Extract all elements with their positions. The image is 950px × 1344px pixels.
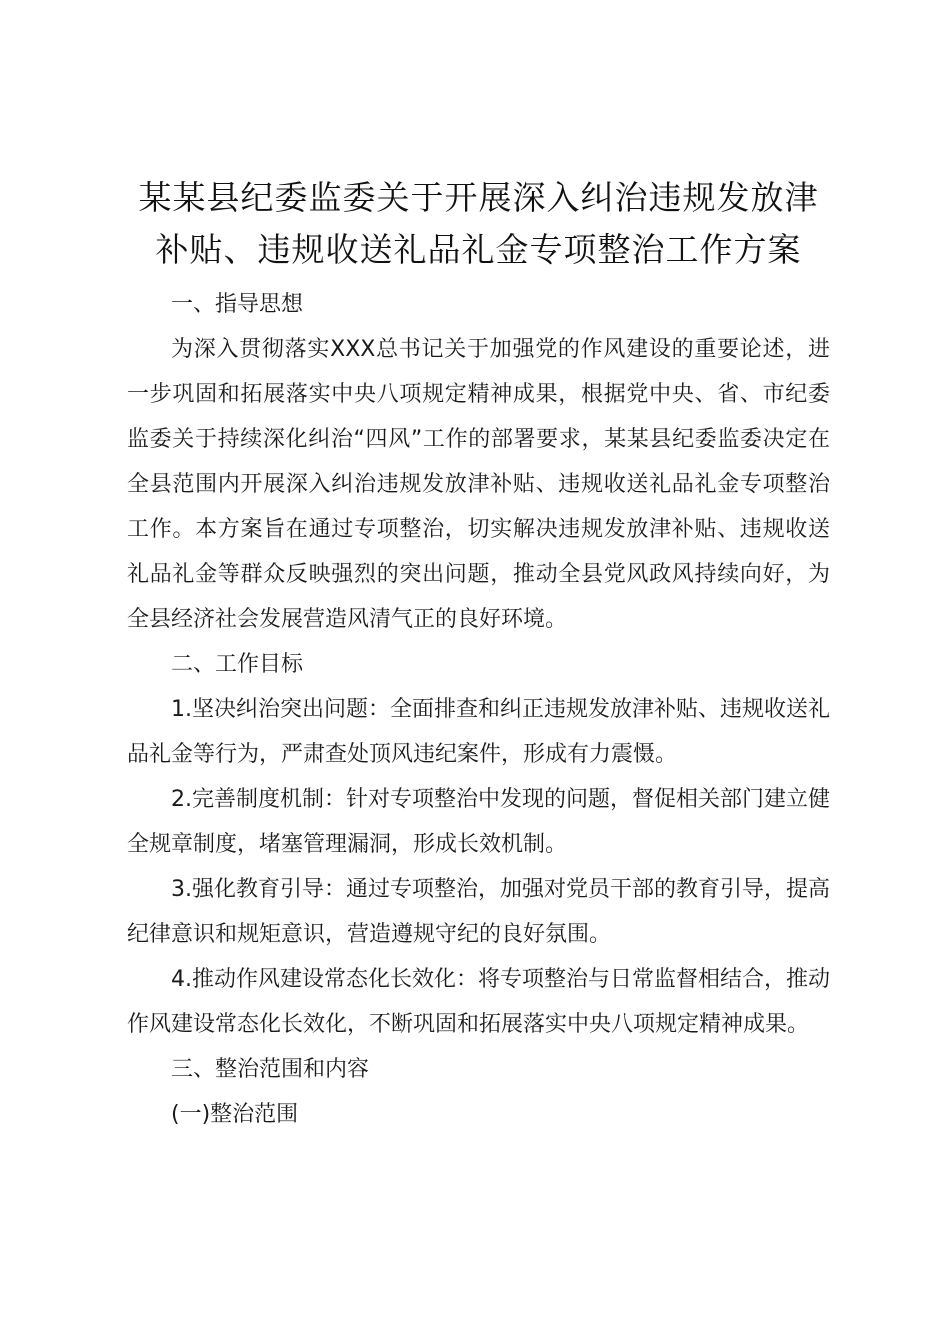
- section-heading-scope-and-content: 三、整治范围和内容: [171, 1057, 370, 1082]
- guiding-ideology-paragraph: 为深入贯彻落实XXX总书记关于加强党的作风建设的重要论述，进一步巩固和拓展落实中央八项规定精神成果，根据党中央、省、市纪委监委关于持续深化纠治“四风”工作的部署要求，某某县纪委监委决定在全县范围内开展深入纠治违规发放津补贴、违规收送礼品礼金专项整治工作。本方案旨在通过专项整治，切实解决违规发放津补贴、违规收送礼品礼金等群众反映强烈的突出问题，推动全县党风政风持续向好，为全县经济社会发展营造风清气正的良好环境。: [127, 337, 830, 632]
- document-title: 某某县纪委监委关于开展深入纠治违规发放津补贴、违规收送礼品礼金专项整治工作方案: [138, 178, 819, 269]
- subheading-scope: (一)整治范围: [171, 1102, 299, 1127]
- work-goal-item-3: 3.强化教育引导：通过专项整治，加强对党员干部的教育引导，提高纪律意识和规矩意识，营造遵规守纪的良好氛围。: [127, 877, 830, 947]
- section-heading-work-goals: 二、工作目标: [171, 652, 304, 677]
- section-heading-guiding-ideology: 一、指导思想: [171, 292, 304, 317]
- document-body: [127, 172, 830, 1137]
- work-goal-item-4: 4.推动作风建设常态化长效化：将专项整治与日常监督相结合，推动作风建设常态化长效化，不断巩固和拓展落实中央八项规定精神成果。: [127, 967, 830, 1037]
- work-goal-item-1: 1.坚决纠治突出问题：全面排查和纠正违规发放津补贴、违规收送礼品礼金等行为，严肃查处顶风违纪案件，形成有力震慑。: [127, 697, 830, 767]
- work-goal-item-2: 2.完善制度机制：针对专项整治中发现的问题，督促相关部门建立健全规章制度，堵塞管理漏洞，形成长效机制。: [127, 787, 830, 857]
